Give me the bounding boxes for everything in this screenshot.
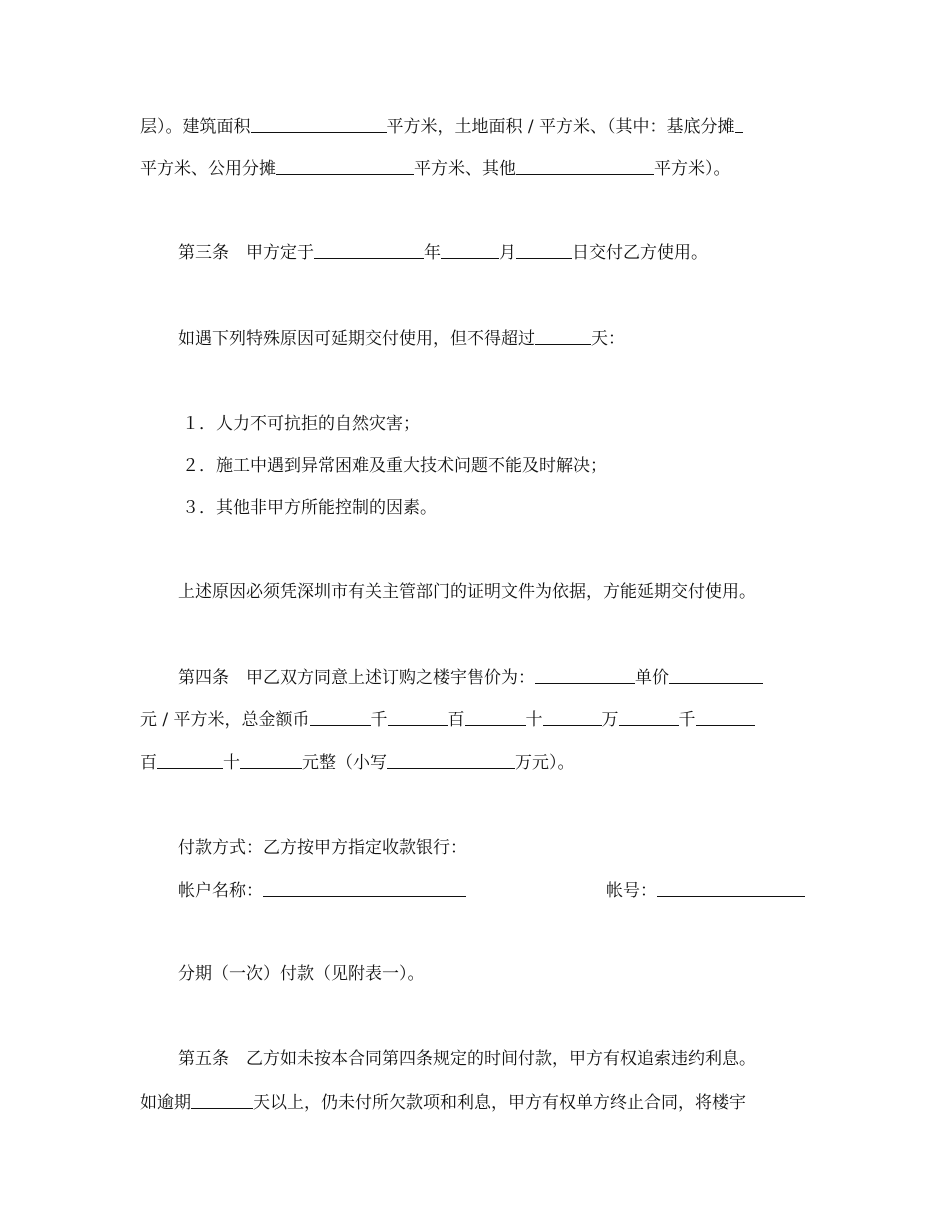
blank bbox=[387, 752, 515, 769]
text: 平方米，土地面积 / 平方米、（其中：基底分摊 bbox=[386, 117, 735, 137]
basis-paragraph bbox=[178, 582, 756, 602]
text: 如逾期 bbox=[140, 1093, 191, 1113]
text: ３．其他非甲方所能控制的因素。 bbox=[182, 498, 437, 518]
text: 平方米）。 bbox=[654, 159, 731, 179]
article-4-line-3 bbox=[140, 752, 575, 773]
account-number-field bbox=[606, 880, 805, 901]
article-4-line-1 bbox=[178, 667, 763, 688]
text: 十 bbox=[525, 710, 543, 730]
list-item bbox=[182, 414, 420, 434]
blank bbox=[310, 709, 371, 726]
text: 元整（小写 bbox=[302, 753, 387, 773]
blank bbox=[735, 116, 743, 133]
text: 天： bbox=[591, 329, 625, 349]
blank bbox=[276, 158, 414, 175]
text: ２．施工中遇到异常困难及重大技术问题不能及时解决； bbox=[182, 456, 607, 476]
area-line-1 bbox=[140, 116, 743, 137]
text: 帐户名称： bbox=[178, 881, 263, 901]
text: 千 bbox=[678, 710, 696, 730]
text: 年 bbox=[424, 243, 441, 263]
text: 上述原因必须凭深圳市有关主管部门的证明文件为依据，方能延期交付使用。 bbox=[178, 582, 756, 602]
article-4-line-2 bbox=[140, 709, 755, 730]
account-name-field bbox=[178, 880, 466, 901]
article-5-line-1 bbox=[178, 1049, 756, 1069]
blank bbox=[516, 158, 654, 175]
blank bbox=[251, 116, 387, 133]
list-item bbox=[182, 456, 607, 476]
blank bbox=[619, 709, 679, 726]
blank bbox=[669, 667, 763, 684]
text: 平方米、公用分摊 bbox=[140, 159, 276, 179]
text: 第四条 甲乙双方同意上述订购之楼宇售价为： bbox=[178, 668, 535, 688]
text: 帐号： bbox=[606, 881, 657, 901]
blank bbox=[240, 752, 302, 769]
text: 付款方式：乙方按甲方指定收款银行： bbox=[178, 838, 467, 858]
blank bbox=[441, 242, 499, 259]
blank bbox=[388, 709, 448, 726]
list-item bbox=[182, 498, 437, 518]
text: 万 bbox=[601, 710, 619, 730]
payment-method bbox=[178, 838, 467, 858]
text: 十 bbox=[223, 753, 240, 773]
blank bbox=[535, 328, 591, 345]
text: 万元）。 bbox=[515, 753, 575, 773]
text: 百 bbox=[140, 753, 157, 773]
blank bbox=[157, 752, 223, 769]
area-line-2 bbox=[140, 158, 731, 179]
installment-note bbox=[178, 964, 425, 984]
text: 单价 bbox=[635, 668, 669, 688]
text: 千 bbox=[370, 710, 388, 730]
blank bbox=[535, 667, 635, 684]
blank bbox=[696, 709, 755, 726]
text: 日交付乙方使用。 bbox=[572, 243, 708, 263]
text: 天以上，仍未付所欠款项和利息，甲方有权单方终止合同，将楼宇 bbox=[253, 1093, 746, 1113]
blank bbox=[263, 880, 466, 897]
text: 百 bbox=[447, 710, 465, 730]
text: 平方米、其他 bbox=[414, 159, 516, 179]
article-5-line-2 bbox=[140, 1092, 746, 1113]
blank bbox=[657, 880, 805, 897]
blank bbox=[516, 242, 572, 259]
delay-clause bbox=[178, 328, 625, 349]
text: 分期（一次）付款（见附表一）。 bbox=[178, 964, 425, 984]
text: 第五条 乙方如未按本合同第四条规定的时间付款，甲方有权追索违约利息。 bbox=[178, 1049, 756, 1069]
text: 层）。建筑面积 bbox=[140, 117, 251, 137]
blank bbox=[465, 709, 526, 726]
text: 如遇下列特殊原因可延期交付使用，但不得超过 bbox=[178, 329, 535, 349]
blank bbox=[543, 709, 602, 726]
text: 第三条 甲方定于 bbox=[178, 243, 314, 263]
article-3 bbox=[178, 242, 708, 263]
blank bbox=[314, 242, 424, 259]
text: 月 bbox=[499, 243, 516, 263]
text: １．人力不可抗拒的自然灾害； bbox=[182, 414, 420, 434]
text: 元 / 平方米，总金额币 bbox=[140, 710, 310, 730]
blank bbox=[191, 1092, 253, 1109]
